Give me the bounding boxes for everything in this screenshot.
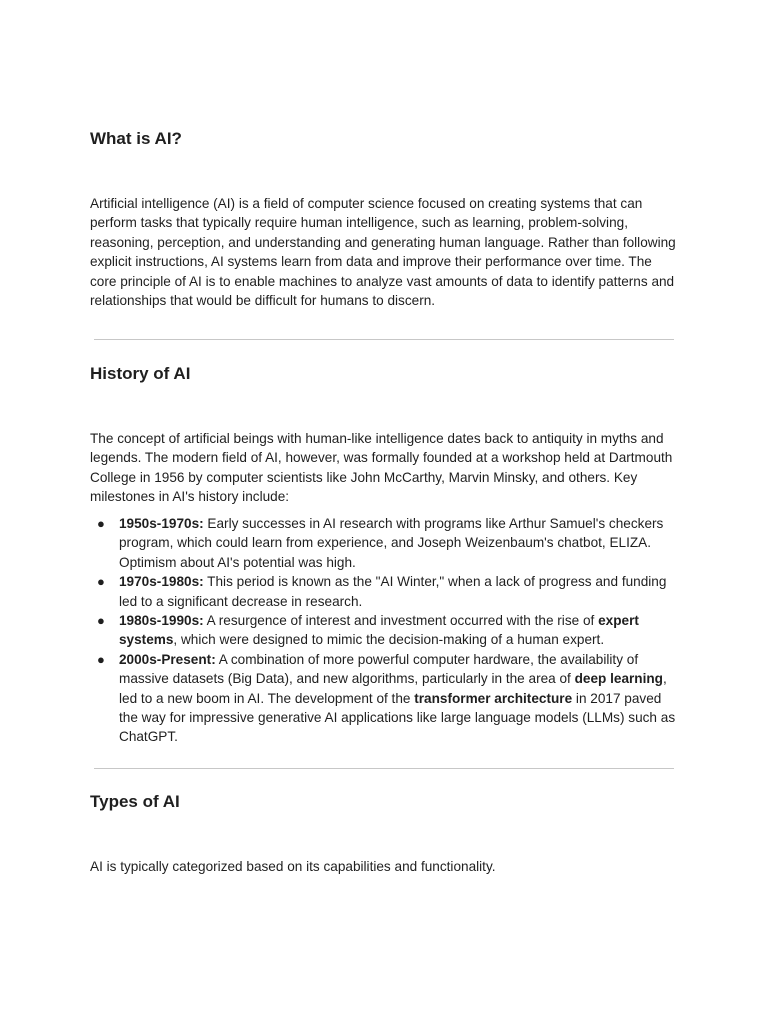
heading-history-of-ai: History of AI [90, 364, 191, 383]
milestone-label: 1950s-1970s: [119, 516, 204, 531]
milestone-text: , led to a new boom in AI. The development of the [119, 671, 667, 706]
divider-1 [94, 339, 674, 340]
list-item [90, 650, 680, 747]
heading-types-of-ai: Types of AI [90, 792, 180, 811]
bullet-icon: ● [97, 574, 105, 590]
heading-what-is-ai: What is AI? [90, 129, 182, 148]
milestone-emphasis: transformer architecture [414, 690, 573, 706]
paragraph-what-is-ai: Artificial intelligence (AI) is a field of computer science focused on creating systems that can perform tasks that typically require human intelligence, such as learning, problem-solving, reasoning, perception, and understanding and generating human language. Rather than following explicit instructions, AI systems learn from data and improve their performance over time. The core principle of AI is to enable machines to analyze vast amounts of data to identify patterns and relationships that would be difficult for humans to discern. [90, 196, 676, 309]
milestone-text: Early successes in AI research with programs like Arthur Samuel's checkers program, which could learn from experience, and Joseph Weizenbaum's chatbot, ELIZA. Optimism about AI's potential was high. [119, 516, 664, 570]
bullet-icon: ● [97, 651, 105, 667]
list-item [90, 514, 680, 572]
milestone-text: A resurgence of interest and investment occurred with the rise of [203, 613, 599, 629]
milestone-emphasis: expert systems [119, 613, 639, 648]
paragraph-types-intro: AI is typically categorized based on its capabilities and functionality. [90, 859, 496, 874]
list-item [90, 572, 680, 611]
milestone-text: A combination of more powerful computer hardware, the availability of massive datasets (Big Data), and new algorithms, particularly in the area of [119, 651, 639, 687]
list-item [90, 611, 680, 650]
divider-2 [94, 768, 674, 769]
milestone-label: 2000s-Present: [119, 651, 216, 667]
milestone-emphasis: deep learning [574, 671, 663, 687]
milestone-text: in 2017 paved the way for impressive generative AI applications like large language models (LLMs) such as ChatGPT. [119, 690, 676, 745]
bullet-icon: ● [97, 613, 105, 629]
milestone-label: 1970s-1980s: [119, 574, 204, 590]
milestone-text: This period is known as the "AI Winter," when a lack of progress and funding led to a significant decrease in research. [119, 574, 667, 609]
milestone-label: 1980s-1990s: [119, 613, 204, 629]
milestone-text: , which were designed to mimic the decision-making of a human expert. [173, 632, 605, 648]
history-milestones-list [90, 514, 680, 747]
paragraph-history-intro: The concept of artificial beings with human-like intelligence dates back to antiquity in myths and legends. The modern field of AI, however, was formally founded at a workshop held at Dartmouth College in 1956 by computer scientists like John McCarthy, Marvin Minsky, and others. Key milestones in AI's history include: [90, 431, 673, 505]
bullet-icon: ● [97, 516, 105, 531]
